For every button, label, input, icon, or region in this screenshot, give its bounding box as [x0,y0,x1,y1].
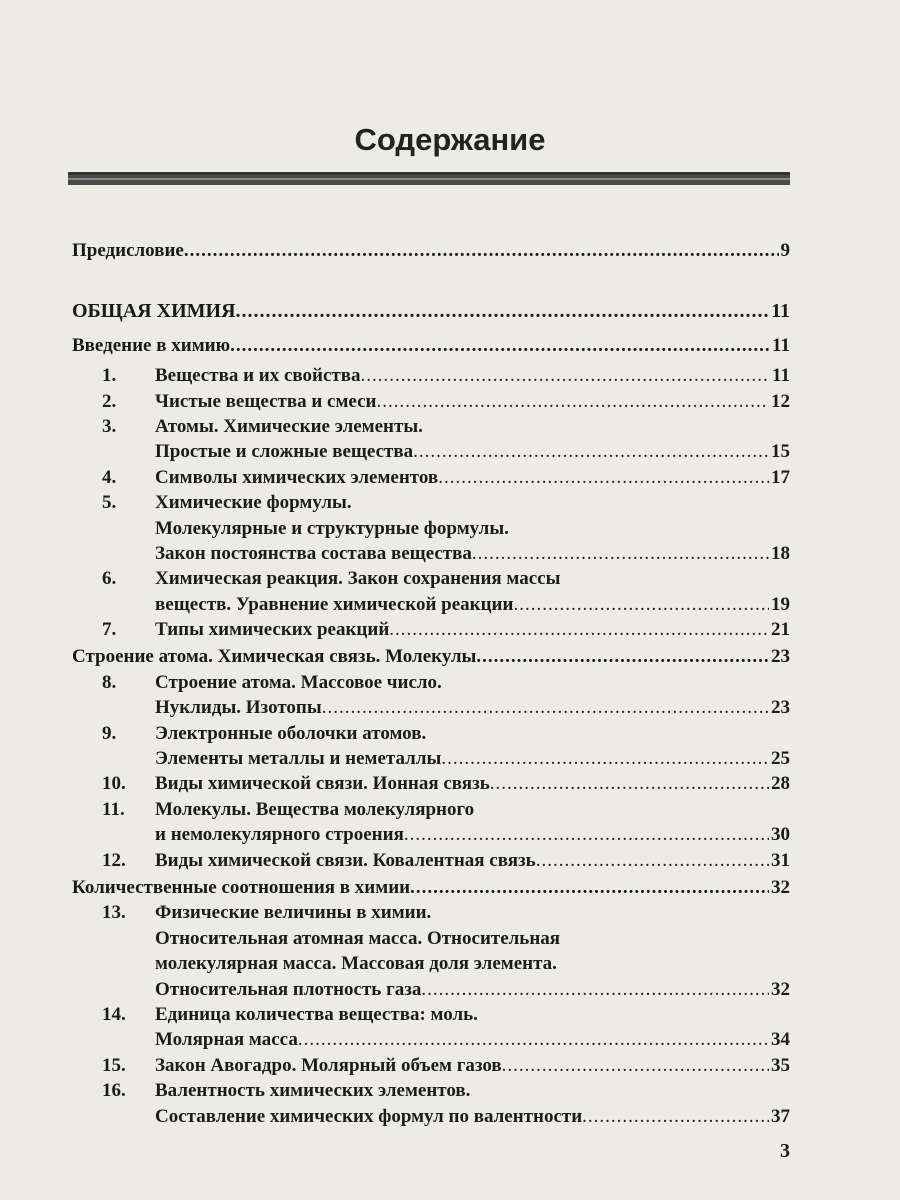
toc-entry-title: молекулярная масса. Массовая доля элемента. [155,953,557,975]
toc-item-number: 3. [102,415,117,437]
toc-entry-title: Простые и сложные вещества [155,441,414,463]
toc-item-number: 12. [102,849,126,871]
toc-entry-title: ОБЩАЯ ХИМИЯ [72,300,236,323]
toc-entry-preface [72,238,790,263]
toc-entry-item [72,1078,790,1129]
toc-page-number: 28 [771,773,790,795]
page-title: Содержание [354,122,546,157]
toc-item-number [72,977,155,1002]
toc-item-number: 2. [102,390,117,412]
toc-entry-item [72,414,790,465]
dot-leader [513,592,769,617]
dot-leader [376,389,769,414]
toc-entry-title: Виды химической связи. Ионная связь [155,773,490,795]
toc-item-number: 4. [102,466,117,488]
toc-line [72,771,790,796]
toc-line [72,516,790,541]
toc-entry-item [72,490,790,566]
toc-page-number: 37 [771,1105,790,1127]
toc-entry-section [72,875,790,900]
toc-item-number: 11. [102,798,125,820]
toc-entry-item [72,721,790,772]
toc-line [72,617,790,642]
toc-entry-item [72,848,790,873]
toc-line [72,541,790,566]
toc-line [72,592,790,617]
toc-page-number: 15 [771,441,790,463]
toc-entry-item [72,363,790,388]
toc-entry-title: Виды химической связи. Ковалентная связь [155,849,536,871]
toc-page-number: 11 [772,334,790,356]
toc-entry-title: Символы химических элементов [155,466,439,488]
dot-leader [476,644,769,669]
toc-item-number: 5. [102,492,117,514]
toc-entry-title: Химические формулы. [155,492,352,514]
toc-entry-title: Элементы металлы и неметаллы [155,748,442,770]
toc-item-number [72,592,155,617]
toc-line [72,822,790,847]
toc-page-number: 32 [771,876,790,898]
toc-line [72,1053,790,1078]
dot-leader [438,465,769,490]
dot-leader [490,771,769,796]
toc-line [72,695,790,720]
dot-leader [389,617,769,642]
dot-leader [361,363,771,388]
toc-entry-title: Нуклиды. Изотопы [155,697,322,719]
toc-line [72,299,790,324]
toc-line [72,490,790,515]
toc-page-number: 34 [771,1029,790,1051]
toc-line [72,1002,790,1027]
toc-entry-title: Молекулярные и структурные формулы. [155,517,509,539]
toc-item-number: 10. [102,773,126,795]
toc-line [72,1104,790,1129]
toc-entry-title: Предисловие [72,240,184,261]
dot-leader [236,299,770,324]
toc-line [72,363,790,388]
toc-page-number: 18 [771,542,790,564]
toc-entry-item [72,771,790,796]
toc-entry-item [72,566,790,617]
toc-page-number: 32 [771,978,790,1000]
dot-leader [230,333,770,358]
toc-entry-title: Закон постоянства состава вещества [155,542,472,564]
toc-item-number [72,1104,155,1129]
toc-item-number: 15. [102,1054,126,1076]
toc-line [72,644,790,669]
toc-item-number: 6. [102,568,117,590]
dot-leader [441,746,769,771]
page-number: 3 [780,1140,790,1162]
toc-entry-title: Строение атома. Массовое число. [155,671,442,693]
toc-entry-item [72,670,790,721]
toc-page-number: 11 [771,300,790,323]
toc-item-number [72,439,155,464]
toc-entry-title: веществ. Уравнение химической реакции [155,593,514,615]
toc-line [72,951,790,976]
toc-entry-section [72,333,790,358]
toc-page-number: 23 [771,697,790,719]
toc-entry-title: Строение атома. Химическая связь. Молекулы [72,646,477,668]
toc-line [72,389,790,414]
toc-entry-title: Молекулы. Вещества молекулярного [155,798,475,820]
toc-line [72,797,790,822]
toc-entry-title: Относительная плотность газа [155,978,422,1000]
toc-page-number: 12 [771,390,790,412]
toc-item-number: 9. [102,722,117,744]
toc-line [72,566,790,591]
dot-leader [536,848,769,873]
toc-line [72,900,790,925]
toc-entry-title: Молярная масса [155,1029,298,1051]
toc-item-number [72,516,155,541]
toc-page-number: 30 [771,824,790,846]
toc-line [72,746,790,771]
toc-item-number [72,822,155,847]
toc-entry-item [72,1053,790,1078]
toc-entry-title: Химическая реакция. Закон сохранения массы [155,568,561,590]
toc-entry-item [72,1002,790,1053]
toc-page-number: 23 [771,646,790,668]
toc-page-number: 9 [780,240,790,261]
toc-line [72,439,790,464]
dot-leader [322,695,769,720]
toc-line [72,465,790,490]
toc-entry-title: Физические величины в химии. [155,902,432,924]
toc-line [72,875,790,900]
toc-entry-title: Чистые вещества и смеси [155,390,377,412]
toc-item-number: 13. [102,902,126,924]
toc-entry-title: Вещества и их свойства [155,365,361,387]
toc-entry-title: Единица количества вещества: моль. [155,1003,478,1025]
dot-leader [472,541,769,566]
toc-item-number [72,541,155,566]
dot-leader [413,439,769,464]
toc-entry-title: Составление химических формул по валентности [155,1105,583,1127]
toc-item-number [72,926,155,951]
toc-entry-title: Количественные соотношения в химии [72,876,411,898]
toc-page-number: 35 [771,1054,790,1076]
dot-leader [404,822,769,847]
toc-item-number [72,746,155,771]
toc-line [72,414,790,439]
toc-page-number: 31 [771,849,790,871]
toc-item-number: 14. [102,1003,126,1025]
title-divider [68,172,790,185]
dot-leader [298,1027,769,1052]
toc-line [72,238,790,263]
toc-line [72,848,790,873]
toc-entry-title: и немолекулярного строения [155,824,404,846]
dot-leader [421,977,769,1002]
toc-entry-title: Относительная атомная масса. Относительная [155,927,561,949]
dot-leader [582,1104,769,1129]
toc-entry-item [72,797,790,848]
toc-line [72,1078,790,1103]
toc-entry-section [72,644,790,669]
dot-leader [184,238,779,263]
toc-item-number: 1. [102,365,117,387]
toc-entry-item [72,389,790,414]
toc-entry-title: Типы химических реакций [155,619,390,641]
toc-page-number: 19 [771,593,790,615]
toc-item-number: 8. [102,671,117,693]
toc-entry-item [72,465,790,490]
toc-line [72,670,790,695]
toc-entry-title: Атомы. Химические элементы. [155,415,423,437]
toc-item-number [72,951,155,976]
toc-entry-title: Введение в химию [72,334,231,356]
toc-line [72,926,790,951]
toc-line [72,1027,790,1052]
toc-item-number [72,1027,155,1052]
toc-entry-title: Закон Авогадро. Молярный объем газов [155,1054,502,1076]
toc-entry-title: Валентность химических элементов. [155,1080,471,1102]
toc-page-number: 17 [771,466,790,488]
dot-leader [502,1053,769,1078]
dot-leader [410,875,769,900]
table-of-contents [72,238,790,1129]
toc-item-number: 16. [102,1080,126,1102]
toc-entry-title: Электронные оболочки атомов. [155,722,427,744]
toc-entry-item [72,900,790,1002]
toc-page-number: 25 [771,748,790,770]
toc-entry-item [72,617,790,642]
toc-page-number: 11 [772,365,790,387]
toc-line [72,333,790,358]
toc-entry-chapter [72,299,790,324]
toc-line [72,977,790,1002]
toc-page-number: 21 [771,619,790,641]
toc-item-number: 7. [102,619,117,641]
toc-line [72,721,790,746]
toc-item-number [72,695,155,720]
